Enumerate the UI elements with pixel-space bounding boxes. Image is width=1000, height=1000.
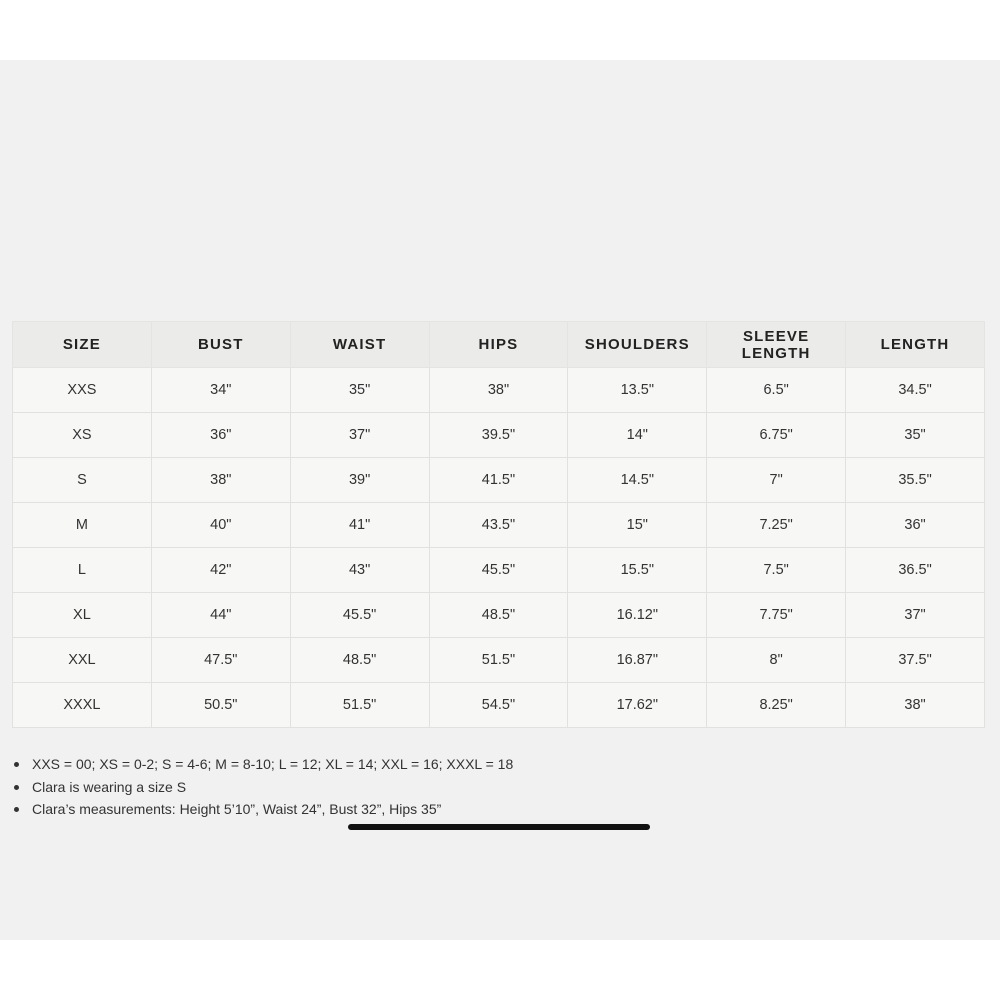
size-chart <box>12 321 985 728</box>
cell-size: S <box>13 458 152 503</box>
cell-shoulders: 17.62" <box>568 683 707 728</box>
cell-shoulders: 14.5" <box>568 458 707 503</box>
cell-waist: 48.5" <box>290 638 429 683</box>
cell-hips: 45.5" <box>429 548 568 593</box>
cell-hips: 38" <box>429 368 568 413</box>
note-text: XXS = 00; XS = 0-2; S = 4-6; M = 8-10; L = 12; XL = 14; XXL = 16; XXXL = 18 <box>32 756 514 772</box>
cell-size: XXL <box>13 638 152 683</box>
cell-bust: 44" <box>151 593 290 638</box>
cell-bust: 36" <box>151 413 290 458</box>
note-text: Clara is wearing a size S <box>32 778 187 795</box>
table-row <box>13 638 985 683</box>
cell-length: 34.5" <box>846 368 985 413</box>
cell-size: XL <box>13 593 152 638</box>
header-length: LENGTH <box>846 322 985 368</box>
note-model-size <box>14 776 513 799</box>
cell-waist: 43" <box>290 548 429 593</box>
cell-sleeve-length: 8" <box>707 638 846 683</box>
cell-length: 37.5" <box>846 638 985 683</box>
table-row <box>13 548 985 593</box>
cell-bust: 38" <box>151 458 290 503</box>
table-row <box>13 368 985 413</box>
table-row <box>13 503 985 548</box>
cell-size: XXS <box>13 368 152 413</box>
cell-sleeve-length: 7.75" <box>707 593 846 638</box>
cell-hips: 48.5" <box>429 593 568 638</box>
cell-hips: 51.5" <box>429 638 568 683</box>
notes-list <box>14 753 513 821</box>
cell-shoulders: 13.5" <box>568 368 707 413</box>
cell-size: M <box>13 503 152 548</box>
cell-waist: 51.5" <box>290 683 429 728</box>
cell-sleeve-length: 8.25" <box>707 683 846 728</box>
note-text: Clara’s measurements: Height 5’10”, Waist 24”, Bust 32”, Hips 35” <box>32 801 442 817</box>
bullet-icon <box>14 807 19 812</box>
cell-sleeve-length: 7.5" <box>707 548 846 593</box>
cell-length: 37" <box>846 593 985 638</box>
cell-sleeve-length: 7.25" <box>707 503 846 548</box>
table-row <box>13 458 985 503</box>
header-sleeve-length: SLEEVE LENGTH <box>707 322 846 368</box>
bullet-icon <box>14 785 19 790</box>
cell-shoulders: 16.87" <box>568 638 707 683</box>
cell-waist: 37" <box>290 413 429 458</box>
cell-size: XS <box>13 413 152 458</box>
table-row <box>13 593 985 638</box>
cell-size: L <box>13 548 152 593</box>
cell-size: XXXL <box>13 683 152 728</box>
cell-shoulders: 15.5" <box>568 548 707 593</box>
header-size: SIZE <box>13 322 152 368</box>
size-table <box>12 321 985 728</box>
cell-shoulders: 15" <box>568 503 707 548</box>
table-row <box>13 413 985 458</box>
header-waist: WAIST <box>290 322 429 368</box>
cell-length: 35.5" <box>846 458 985 503</box>
cell-length: 36.5" <box>846 548 985 593</box>
cell-waist: 41" <box>290 503 429 548</box>
cell-hips: 54.5" <box>429 683 568 728</box>
screen <box>0 60 1000 940</box>
cell-hips: 41.5" <box>429 458 568 503</box>
header-row <box>13 322 985 368</box>
cell-length: 38" <box>846 683 985 728</box>
home-indicator[interactable] <box>348 824 650 830</box>
cell-length: 36" <box>846 503 985 548</box>
cell-shoulders: 14" <box>568 413 707 458</box>
cell-bust: 42" <box>151 548 290 593</box>
cell-waist: 35" <box>290 368 429 413</box>
header-shoulders: SHOULDERS <box>568 322 707 368</box>
header-bust: BUST <box>151 322 290 368</box>
cell-sleeve-length: 6.5" <box>707 368 846 413</box>
cell-shoulders: 16.12" <box>568 593 707 638</box>
note-model-measurements <box>14 798 513 821</box>
cell-bust: 50.5" <box>151 683 290 728</box>
cell-hips: 39.5" <box>429 413 568 458</box>
cell-bust: 47.5" <box>151 638 290 683</box>
cell-waist: 39" <box>290 458 429 503</box>
bullet-icon <box>14 762 19 767</box>
cell-waist: 45.5" <box>290 593 429 638</box>
cell-sleeve-length: 6.75" <box>707 413 846 458</box>
cell-hips: 43.5" <box>429 503 568 548</box>
header-hips: HIPS <box>429 322 568 368</box>
cell-bust: 40" <box>151 503 290 548</box>
cell-length: 35" <box>846 413 985 458</box>
note-size-conversion <box>14 753 513 776</box>
cell-bust: 34" <box>151 368 290 413</box>
cell-sleeve-length: 7" <box>707 458 846 503</box>
table-row <box>13 683 985 728</box>
